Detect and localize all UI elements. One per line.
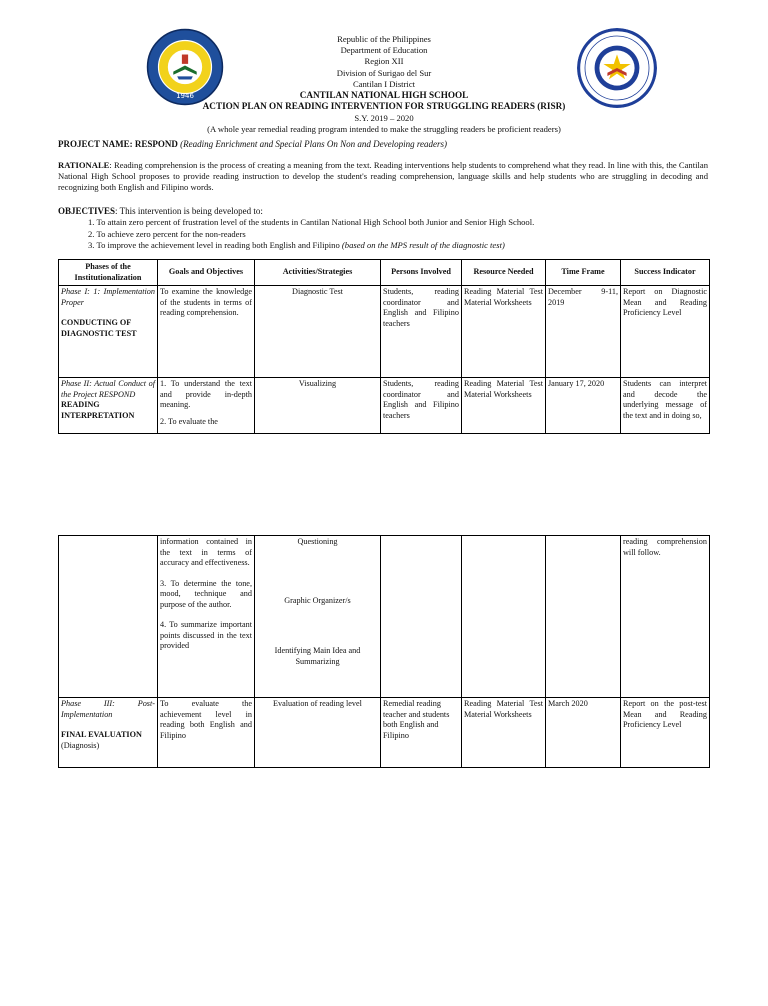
objective-item-3-note: (based on the MPS result of the diagnostic test): [341, 240, 505, 250]
objectives-label: OBJECTIVES: [58, 206, 116, 216]
persons-cell: Students, reading coordinator and English and Filipino teachers: [381, 378, 462, 434]
activity-item: Questioning: [297, 537, 338, 546]
objectives-heading: [58, 206, 263, 216]
activity-cell: [255, 536, 381, 698]
action-plan-table-page2: [58, 535, 710, 768]
resources-cell: Reading Material Test Material Worksheets: [462, 378, 546, 434]
header-line-division: Division of Surigao del Sur: [336, 68, 432, 78]
document-subtitle: (A whole year remedial reading program intended to make the struggling readers be proficient readers): [207, 124, 561, 134]
phase-cell: [59, 536, 158, 698]
svg-text:1946: 1946: [176, 91, 194, 101]
objective-item-3: [88, 240, 505, 252]
header-activities: Activities/Strategies: [255, 260, 381, 286]
document-title: ACTION PLAN ON READING INTERVENTION FOR STRUGGLING READERS (RISR): [202, 101, 566, 111]
phase-cell: [59, 378, 158, 434]
phase-title: CONDUCTING OF DIAGNOSTIC TEST: [61, 318, 137, 338]
activity-cell: Diagnostic Test: [255, 286, 381, 378]
persons-cell: Remedial reading teacher and students both English and Filipino: [381, 698, 462, 768]
goals-cell: To examine the knowledge of the students in terms of reading comprehension.: [158, 286, 255, 378]
header-line-department: Department of Education: [340, 45, 428, 55]
phase-cell: [59, 286, 158, 378]
phase-title: READING INTERPRETATION: [61, 400, 135, 420]
activity-item: Graphic Organizer/s: [284, 595, 351, 605]
indicator-cell: Report on the post-test Mean and Reading Proficiency Level: [621, 698, 710, 768]
goals-cell: To evaluate the achievement level in reading both English and Filipino: [158, 698, 255, 768]
goals-cell: [158, 536, 255, 698]
header-resources: Resource Needed: [462, 260, 546, 286]
objectives-intro: : This intervention is being developed to:: [115, 206, 263, 216]
rationale-paragraph: [58, 160, 708, 193]
activity-cell: Visualizing: [255, 378, 381, 434]
school-name: CANTILAN NATIONAL HIGH SCHOOL: [299, 90, 469, 100]
project-name-line: PROJECT NAME: RESPOND (Reading Enrichment and Special Plans On Non and Developing readers): [58, 139, 447, 149]
table-header-row: [59, 260, 710, 286]
indicator-cell: Students can interpret and decode the underlying message of the text and in doing so,: [621, 378, 710, 434]
indicator-cell: Report on Diagnostic Mean and Reading Proficiency Level: [621, 286, 710, 378]
table-row: [59, 536, 710, 698]
table-row: [59, 378, 710, 434]
resources-cell: [462, 536, 546, 698]
rationale-label: RATIONALE: [58, 160, 110, 170]
header-line-district: Cantilan I District: [352, 79, 416, 89]
persons-cell: [381, 536, 462, 698]
resources-cell: Reading Material Test Material Worksheets: [462, 698, 546, 768]
project-name: RESPOND: [134, 139, 178, 149]
indicator-cell: reading comprehension will follow.: [621, 536, 710, 698]
header-persons: Persons Involved: [381, 260, 462, 286]
objective-item-1: 1. To attain zero percent of frustration level of the students in Cantilan National High School both Junior and Senior High School.: [88, 217, 535, 227]
persons-cell: Students, reading coordinator and English and Filipino teachers: [381, 286, 462, 378]
goal-item: information contained in the text in terms of accuracy and effectiveness.: [160, 537, 252, 567]
header-line-region: Region XII: [364, 56, 404, 66]
phase-cell: [59, 698, 158, 768]
phase-text: Phase III: Post-Implementation: [61, 699, 155, 719]
time-frame-cell: January 17, 2020: [546, 378, 621, 434]
objective-item-3-text: 3. To improve the achievement level in reading both English and Filipino: [88, 240, 342, 250]
time-frame-cell: March 2020: [546, 698, 621, 768]
header-goals: Goals and Objectives: [158, 260, 255, 286]
goal-item: 1. To understand the text and provide in-depth meaning.: [160, 379, 252, 409]
resources-cell: Reading Material Test Material Worksheets: [462, 286, 546, 378]
header-success-indicator: Success Indicator: [621, 260, 710, 286]
rationale-text: : Reading comprehension is the process of creating a meaning from the text. Reading interventions help students to comprehend what they read. In line with this, the Cantilan National High School proposes to provide reading instruction to develop the student's reading comprehension, language skills and help students who are struggling in decoding and recognizing both English and Filipino words.: [58, 160, 708, 192]
phase-title: FINAL EVALUATION: [61, 730, 142, 739]
goal-item: 2. To evaluate the: [160, 416, 218, 426]
activity-item: Identifying Main Idea and Summarizing: [274, 646, 361, 666]
phase-subtitle: (Diagnosis): [61, 740, 100, 750]
goal-item: 4. To summarize important points discussed in the text provided: [160, 620, 252, 650]
phase-text: Phase I: 1: Implementation Proper: [61, 287, 155, 307]
goal-item: 3. To determine the tone, mood, technique and purpose of the author.: [160, 578, 252, 609]
activity-cell: Evaluation of reading level: [255, 698, 381, 768]
action-plan-table-page1: [58, 259, 710, 434]
header-phases: Phases of the Institutionalization: [59, 260, 158, 286]
phase-text: Phase II: Actual Conduct of the Project RESPOND: [61, 379, 155, 399]
table-row: [59, 286, 710, 378]
header-time-frame: Time Frame: [546, 260, 621, 286]
time-frame-cell: December 9-11, 2019: [546, 286, 621, 378]
table-row: [59, 698, 710, 768]
time-frame-cell: [546, 536, 621, 698]
project-description: (Reading Enrichment and Special Plans On Non and Developing readers): [180, 139, 447, 149]
school-year: S.Y. 2019 – 2020: [354, 113, 414, 123]
header-line-republic: Republic of the Philippines: [337, 34, 431, 44]
project-label: PROJECT NAME: [58, 139, 130, 149]
objective-item-2: 2. To achieve zero percent for the non-readers: [88, 229, 246, 239]
goals-cell: [158, 378, 255, 434]
